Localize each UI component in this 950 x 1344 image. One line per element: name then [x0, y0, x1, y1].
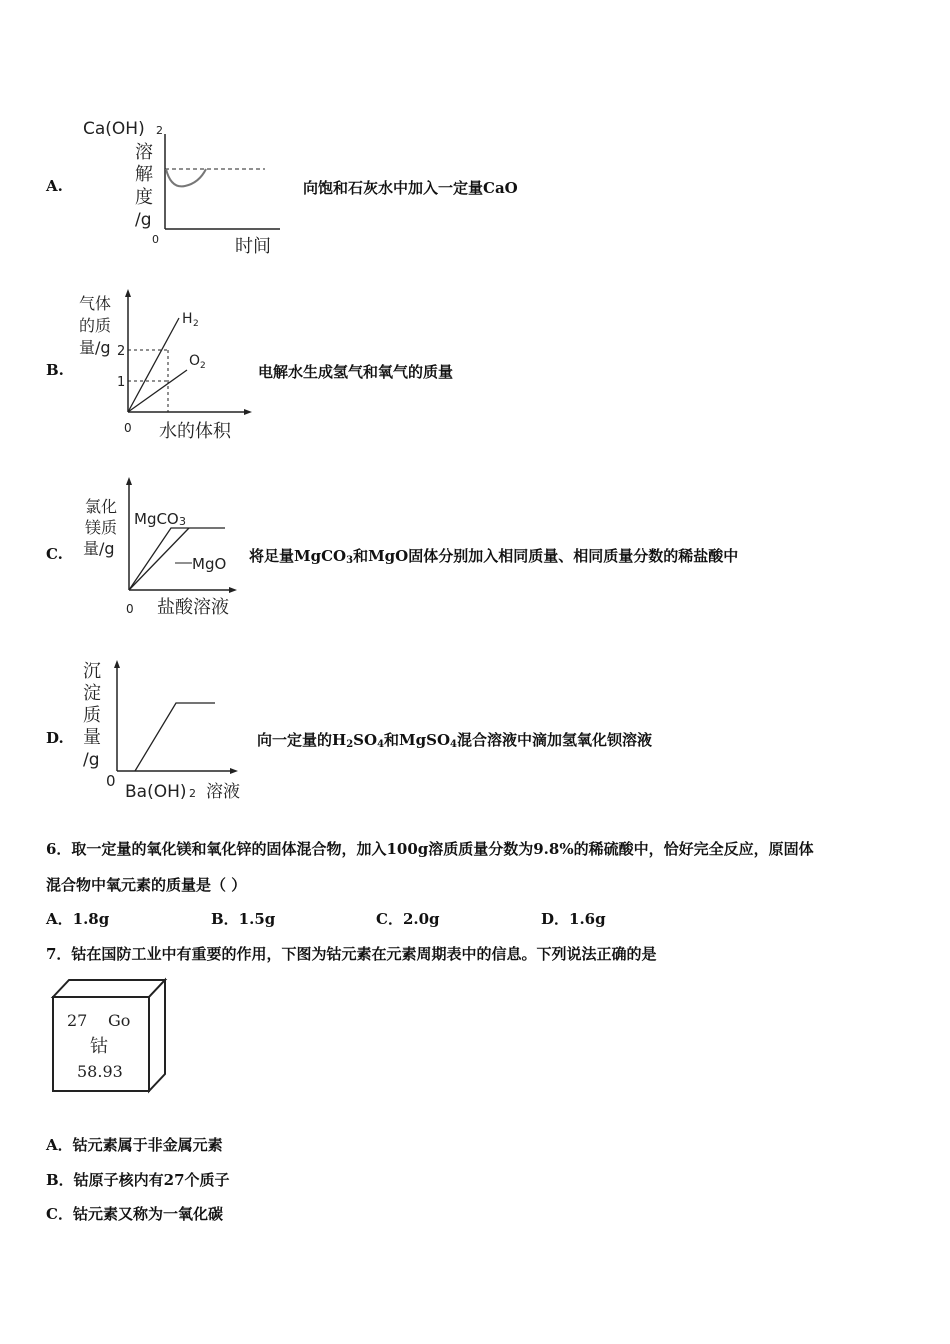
graph-b-x-arrow [244, 409, 252, 415]
graph-d-ylabel-2: 淀 [83, 683, 101, 704]
graph-d-xlabel-sub: 2 [189, 787, 196, 800]
q6-choice-a[interactable]: A．1.8g [46, 910, 110, 928]
element-cell-figure [50, 977, 170, 1095]
q6-choice-c[interactable]: C．2.0g [376, 910, 440, 928]
graph-b-tick-1: 1 [117, 375, 126, 390]
q6-stem-line2: 混合物中氧元素的质量是（ ） [46, 876, 247, 894]
graph-b-label-h-sub: 2 [193, 319, 199, 329]
option-a-description: 向饱和石灰水中加入一定量CaO [303, 179, 518, 197]
graph-c-ylabel-1: 氯化 [85, 497, 118, 516]
element-mass: 58.93 [77, 1062, 123, 1081]
graph-b-line-o2 [128, 370, 187, 412]
graph-c-ylabel-3: 量/g [83, 539, 115, 558]
q6-choice-b[interactable]: B．1.5g [211, 910, 276, 928]
graph-b-ylabel-2: 的质 [79, 316, 112, 335]
graph-c-label-mgco-sub: 3 [179, 515, 186, 528]
graph-a-ylabel-top: Ca(OH) [83, 119, 145, 139]
graph-b [75, 285, 265, 445]
graph-b-xlabel: 水的体积 [159, 421, 231, 442]
graph-a-ylabel-sub: 2 [156, 124, 163, 137]
graph-d-xlabel-post: 溶液 [206, 782, 240, 802]
graph-d-origin: 0 [106, 772, 116, 790]
q7-choice-b[interactable]: B．钴原子核内有27个质子 [46, 1171, 230, 1189]
option-c-letter: C. [46, 545, 63, 563]
graph-b-label-h: H [182, 311, 193, 327]
option-d-description: 向一定量的$H_2SO_4$和MgSO$_4$混合溶液中滴加氢氧化钡溶液 [257, 731, 653, 750]
graph-c-ylabel-2: 镁质 [85, 518, 118, 537]
graph-d-xlabel: Ba(OH) [125, 782, 187, 802]
graph-c-y-arrow [126, 477, 132, 485]
element-symbol: Go [108, 1011, 131, 1030]
element-number: 27 [67, 1011, 88, 1030]
graph-d-ylabel-1: 沉 [83, 661, 101, 682]
element-cell-side-face [149, 980, 165, 1091]
graph-a-ylabel-1: 溶 [135, 142, 153, 163]
graph-d-ylabel-5: /g [83, 750, 100, 770]
element-name: 钴 [90, 1036, 108, 1057]
graph-d-ylabel-3: 质 [83, 705, 101, 726]
graph-b-line-h2 [128, 318, 179, 412]
option-a-letter: A. [46, 177, 63, 195]
graph-c-x-arrow [229, 587, 237, 593]
graph-d-y-arrow [114, 660, 120, 668]
graph-a-ylabel-4: /g [135, 210, 152, 230]
graph-b-ylabel-1: 气体 [79, 294, 112, 313]
graph-a-ylabel-3: 度 [135, 187, 153, 208]
graph-d [75, 655, 255, 805]
option-b-description: 电解水生成氢气和氧气的质量 [258, 363, 454, 381]
graph-c-xlabel: 盐酸溶液 [157, 597, 229, 618]
graph-c-line-mgo [129, 528, 189, 590]
q6-choice-d[interactable]: D．1.6g [541, 910, 606, 928]
graph-a [75, 112, 290, 262]
graph-c-label-mgo: MgO [192, 555, 227, 573]
graph-b-tick-2: 2 [117, 344, 126, 359]
graph-b-label-o-sub: 2 [200, 361, 206, 371]
graph-a-ylabel-2: 解 [135, 164, 153, 185]
graph-b-ylabel-3: 量/g [79, 338, 111, 357]
q6-stem-line1: 6．取一定量的氧化镁和氧化锌的固体混合物，加入100g溶质质量分数为9.8%的稀硫酸中，恰好完全反应，原固体 [46, 840, 814, 858]
graph-a-curve [166, 169, 206, 186]
q7-stem: 7．钴在国防工业中有重要的作用，下图为钴元素在元素周期表中的信息。下列说法正确的是 [46, 945, 657, 963]
graph-b-label-o: O [189, 353, 201, 369]
graph-c-label-mgco: MgCO [134, 510, 179, 528]
option-b-letter: B. [46, 361, 64, 379]
graph-d-line [135, 703, 215, 771]
option-d-letter: D. [46, 729, 64, 747]
element-cell-top-face [53, 980, 165, 997]
graph-c [75, 472, 250, 622]
q7-choice-a[interactable]: A．钴元素属于非金属元素 [46, 1136, 223, 1154]
graph-b-origin: 0 [124, 421, 132, 435]
graph-b-y-arrow [125, 289, 131, 297]
graph-d-ylabel-4: 量 [83, 727, 101, 748]
graph-a-xlabel: 时间 [235, 236, 271, 257]
q7-choice-c[interactable]: C．钴元素又称为一氧化碳 [46, 1205, 223, 1223]
graph-d-x-arrow [230, 768, 238, 774]
graph-a-origin: 0 [152, 233, 159, 246]
graph-c-origin: 0 [126, 602, 134, 616]
option-c-description: 将足量MgCO$_3$和MgO固体分别加入相同质量、相同质量分数的稀盐酸中 [249, 547, 739, 566]
